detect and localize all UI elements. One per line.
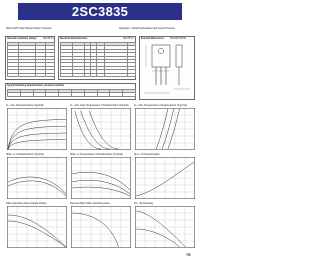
- graph-plot: [71, 206, 131, 248]
- characteristics-table: [60, 42, 136, 77]
- ratings-table: [7, 42, 55, 77]
- table-row: [8, 73, 55, 76]
- graph-plot: [7, 108, 67, 150]
- characteristics-table-panel: [58, 36, 136, 80]
- ratings-unit-note: (Ta=25°C): [43, 38, 54, 40]
- graph-plot: [135, 108, 195, 150]
- switching-characteristics-panel: [5, 83, 136, 100]
- package-name: FM100(TO3PF): [170, 38, 187, 40]
- graph-title: θj-a—t Characteristics: [134, 153, 160, 156]
- graph-plot: [7, 157, 67, 199]
- datasheet-title: 2SC3835: [18, 3, 182, 20]
- switching-table-title: Typical Switching Characteristics (Common Emitter): [7, 85, 65, 87]
- graph-plot: [7, 206, 67, 248]
- graph-title: Reverse Bias Safe Operating Area: [70, 202, 110, 205]
- ratings-table-title: Absolute maximum ratings: [7, 38, 37, 40]
- ratings-table-panel: [5, 36, 55, 80]
- graph-plot: [71, 108, 131, 150]
- external-dimensions-panel: [139, 36, 195, 100]
- graph-title: Pc—Ta Derating: [134, 202, 153, 205]
- page-number: 75: [186, 252, 191, 257]
- graph-title: hFE—Ic Temperature Characteristics (Typical): [70, 153, 123, 156]
- graph-plot: [135, 206, 195, 248]
- graph-title: Ic—Vce (sat) Temperature Characteristics (Typical): [70, 104, 129, 107]
- graph-plot: [71, 157, 131, 199]
- switching-table: [7, 89, 136, 97]
- table-row: [61, 73, 136, 76]
- graph-plot: [135, 157, 195, 199]
- characteristics-table-title: Electrical Characteristics: [60, 38, 88, 40]
- table-row: [8, 93, 136, 96]
- graph-title: Ic—Vbe Temperature Characteristics (Typical): [134, 104, 187, 107]
- dimensions-title: External Dimensions: [141, 38, 164, 40]
- package-outline-drawing: [140, 41, 196, 101]
- graph-title: Ic—Vce Characteristics (Typical): [6, 104, 44, 107]
- graph-title: Safe Operating Area (Single Pulse): [6, 202, 47, 205]
- characteristics-unit-note: (Ta=25°C): [123, 38, 134, 40]
- graph-title: hFE—Ic Characteristics (Typical): [6, 153, 44, 156]
- application-note: Application : Switching Regulator and General Purpose: [119, 28, 176, 30]
- device-description: Silicon NPN Triple Diffused Planar Transistor: [6, 28, 52, 30]
